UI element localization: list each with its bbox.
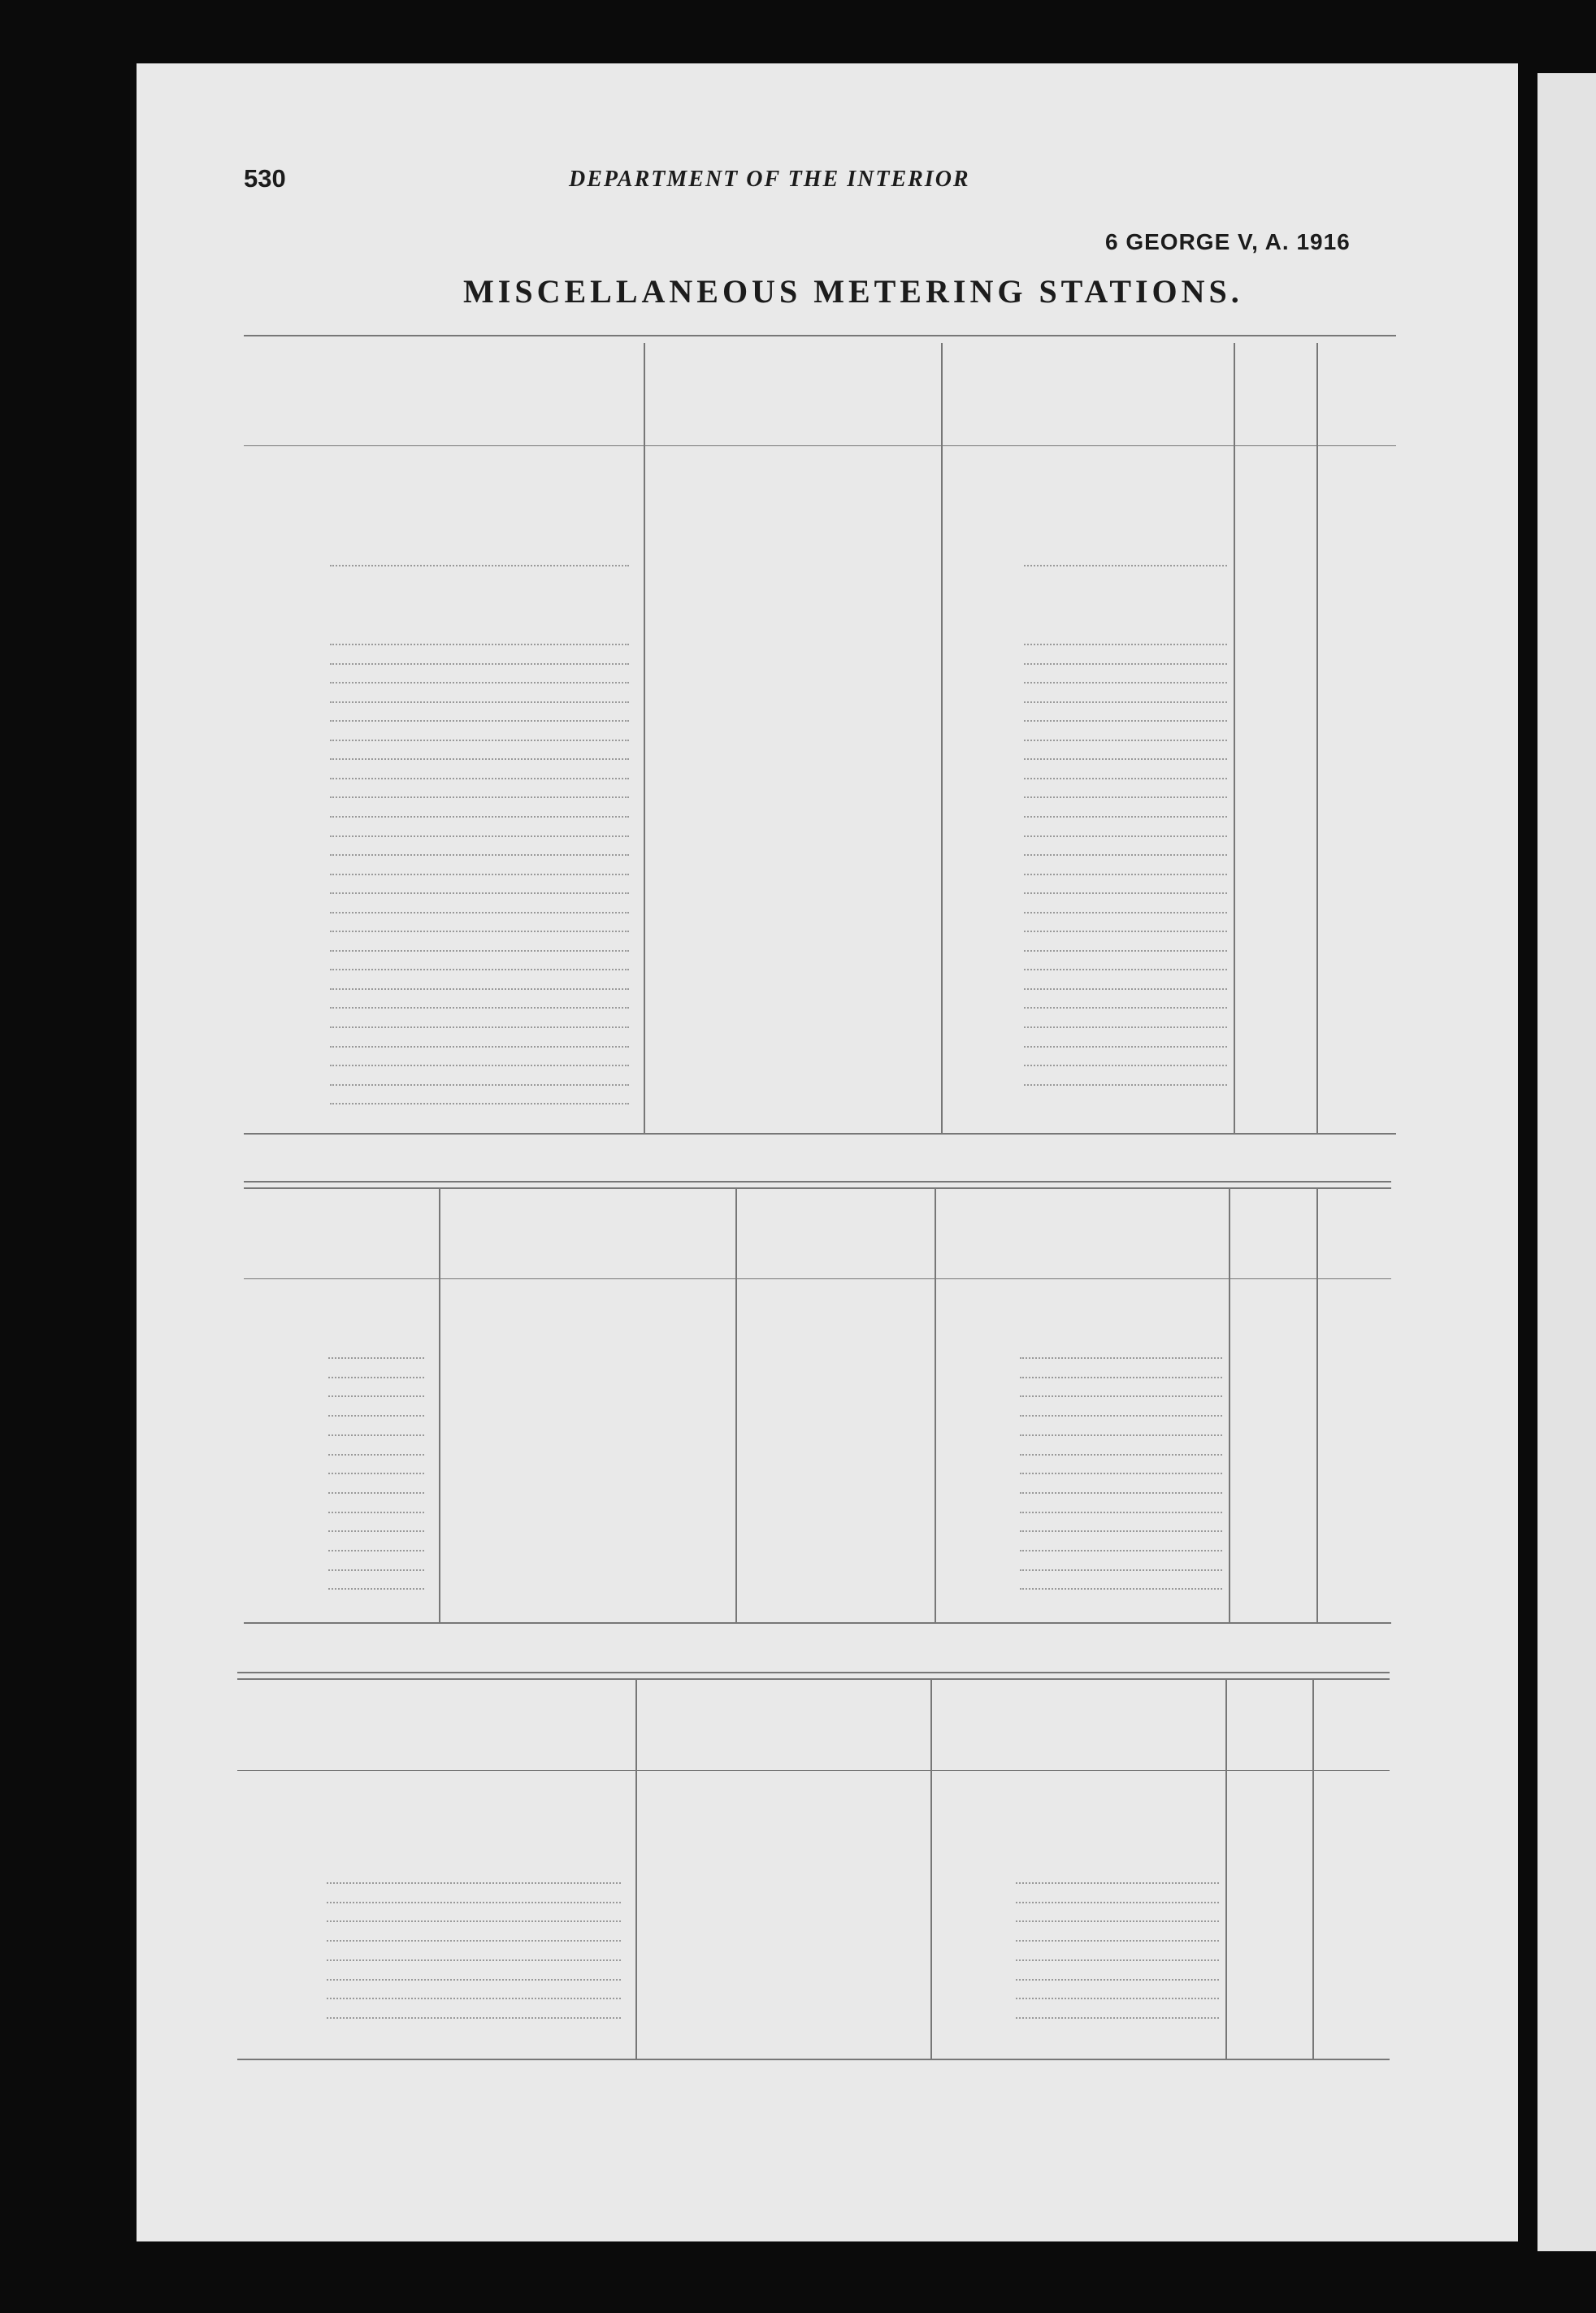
table-row: [0, 690, 1596, 710]
leader-dots: [330, 862, 629, 875]
leader-dots: [1024, 824, 1227, 837]
table-row: [0, 1986, 1596, 2006]
top-rule: [244, 335, 1396, 336]
table-row: [0, 1015, 1596, 1035]
table-row: [0, 1481, 1596, 1500]
leader-dots: [1020, 1538, 1222, 1551]
leader-dots: [1024, 957, 1227, 970]
leader-dots: [1024, 1015, 1227, 1028]
table-row: [0, 709, 1596, 728]
leader-dots: [1016, 1871, 1219, 1884]
leader-dots: [1024, 1053, 1227, 1066]
leader-dots: [328, 1404, 424, 1417]
leader-dots: [327, 1871, 621, 1884]
leader-dots: [1024, 862, 1227, 875]
leader-dots: [1016, 1986, 1219, 1999]
leader-dots: [1020, 1346, 1222, 1359]
table-row: [0, 939, 1596, 958]
leader-dots: [1024, 1073, 1227, 1086]
table-row: [0, 766, 1596, 786]
leader-dots: [327, 1968, 621, 1981]
table-row: [0, 1035, 1596, 1054]
table-row: [0, 1365, 1596, 1385]
table-row: [0, 1443, 1596, 1462]
table-row: [0, 1538, 1596, 1558]
table-row: [0, 553, 1596, 573]
top-rule: [237, 1672, 1390, 1673]
bottom-rule: [237, 2059, 1390, 2060]
table-row: [0, 1500, 1596, 1520]
leader-dots: [328, 1519, 424, 1532]
header-rule: [237, 1770, 1390, 1771]
leader-dots: [1024, 939, 1227, 952]
table-row: [0, 652, 1596, 671]
leader-dots: [1024, 900, 1227, 913]
page-number: 530: [244, 164, 286, 193]
top-rule-2: [244, 1187, 1391, 1189]
leader-dots: [330, 939, 629, 952]
leader-dots: [1024, 709, 1227, 722]
leader-dots: [1016, 1948, 1219, 1961]
table-row: [0, 996, 1596, 1015]
leader-dots: [328, 1346, 424, 1359]
table-row: [0, 1111, 1596, 1130]
leader-dots: [1024, 843, 1227, 856]
table-row: [0, 2006, 1596, 2025]
table-row: [0, 1423, 1596, 1443]
leader-dots: [330, 690, 629, 703]
table-row: [0, 862, 1596, 882]
header-rule: [244, 1278, 1391, 1279]
leader-dots: [330, 709, 629, 722]
leader-dots: [1024, 881, 1227, 894]
header-rule: [244, 445, 1396, 446]
leader-dots: [330, 785, 629, 798]
leader-dots: [330, 843, 629, 856]
leader-dots: [1020, 1481, 1222, 1494]
table-row: [0, 1968, 1596, 1987]
leader-dots: [328, 1423, 424, 1436]
table-row: [0, 1948, 1596, 1968]
leader-dots: [1024, 919, 1227, 932]
table-row: [0, 1890, 1596, 1910]
leader-dots: [330, 996, 629, 1009]
leader-dots: [1024, 785, 1227, 798]
leader-dots: [1024, 728, 1227, 741]
leader-dots: [330, 1073, 629, 1086]
table-row: [0, 785, 1596, 805]
table-row: [0, 1577, 1596, 1596]
leader-dots: [1020, 1577, 1222, 1590]
leader-dots: [1016, 1968, 1219, 1981]
leader-dots: [1024, 977, 1227, 990]
leader-dots: [330, 670, 629, 683]
running-head: DEPARTMENT OF THE INTERIOR: [569, 167, 970, 192]
leader-dots: [1024, 670, 1227, 683]
leader-dots: [327, 1929, 621, 1942]
table-row: [0, 805, 1596, 824]
leader-dots: [1020, 1519, 1222, 1532]
leader-dots: [1024, 553, 1227, 566]
table-row: [0, 881, 1596, 900]
leader-dots: [330, 652, 629, 665]
leader-dots: [328, 1461, 424, 1474]
leader-dots: [1016, 1909, 1219, 1922]
leader-dots: [328, 1481, 424, 1494]
leader-dots: [1020, 1404, 1222, 1417]
session-line: 6 GEORGE V, A. 1916: [1105, 229, 1351, 254]
leader-dots: [328, 1443, 424, 1456]
leader-dots: [330, 957, 629, 970]
bottom-rule: [244, 1133, 1396, 1135]
table-row: [0, 1073, 1596, 1092]
table-row: [0, 632, 1596, 652]
leader-dots: [1024, 747, 1227, 760]
leader-dots: [330, 632, 629, 645]
leader-dots: [1020, 1461, 1222, 1474]
leader-dots: [327, 1948, 621, 1961]
table-row: [0, 1404, 1596, 1423]
leader-dots: [1016, 1890, 1219, 1903]
leader-dots: [330, 553, 629, 566]
leader-dots: [330, 747, 629, 760]
leader-dots: [327, 1890, 621, 1903]
table-row: [0, 824, 1596, 844]
leader-dots: [328, 1365, 424, 1378]
table-row: [0, 747, 1596, 766]
table-row: [0, 1871, 1596, 1890]
leader-dots: [330, 1015, 629, 1028]
table-row: [0, 957, 1596, 977]
leader-dots: [328, 1500, 424, 1513]
table-row: [0, 1091, 1596, 1111]
table-row: [0, 977, 1596, 996]
leader-dots: [1024, 1035, 1227, 1048]
table-row: [0, 1053, 1596, 1073]
table-row: [0, 843, 1596, 862]
leader-dots: [330, 977, 629, 990]
bottom-rule: [244, 1622, 1391, 1624]
leader-dots: [328, 1384, 424, 1397]
table-row: [0, 670, 1596, 690]
top-rule: [244, 1181, 1391, 1183]
leader-dots: [330, 919, 629, 932]
leader-dots: [1020, 1558, 1222, 1571]
table-row: [0, 1519, 1596, 1538]
leader-dots: [330, 881, 629, 894]
leader-dots: [1024, 766, 1227, 779]
page-title: MISCELLANEOUS METERING STATIONS.: [463, 273, 1243, 310]
leader-dots: [330, 1091, 629, 1104]
leader-dots: [1020, 1365, 1222, 1378]
leader-dots: [328, 1577, 424, 1590]
table-row: [0, 1461, 1596, 1481]
leader-dots: [330, 1053, 629, 1066]
leader-dots: [1024, 652, 1227, 665]
leader-dots: [328, 1538, 424, 1551]
leader-dots: [1020, 1384, 1222, 1397]
leader-dots: [1016, 1929, 1219, 1942]
leader-dots: [330, 766, 629, 779]
leader-dots: [1016, 2006, 1219, 2019]
table-row: [0, 1346, 1596, 1365]
leader-dots: [327, 2006, 621, 2019]
leader-dots: [1024, 805, 1227, 818]
table-row: [0, 728, 1596, 748]
table-row: [0, 919, 1596, 939]
leader-dots: [330, 728, 629, 741]
leader-dots: [330, 805, 629, 818]
leader-dots: [330, 900, 629, 913]
leader-dots: [1024, 996, 1227, 1009]
table-row: [0, 1384, 1596, 1404]
table-row: [0, 1909, 1596, 1929]
leader-dots: [1024, 690, 1227, 703]
leader-dots: [1020, 1423, 1222, 1436]
leader-dots: [328, 1558, 424, 1571]
leader-dots: [330, 1035, 629, 1048]
leader-dots: [327, 1986, 621, 1999]
table-row: [0, 900, 1596, 920]
leader-dots: [1020, 1443, 1222, 1456]
table-row: [0, 1929, 1596, 1948]
leader-dots: [1020, 1500, 1222, 1513]
leader-dots: [330, 824, 629, 837]
leader-dots: [327, 1909, 621, 1922]
leader-dots: [1024, 632, 1227, 645]
table-row: [0, 1558, 1596, 1577]
top-rule-2: [237, 1678, 1390, 1680]
